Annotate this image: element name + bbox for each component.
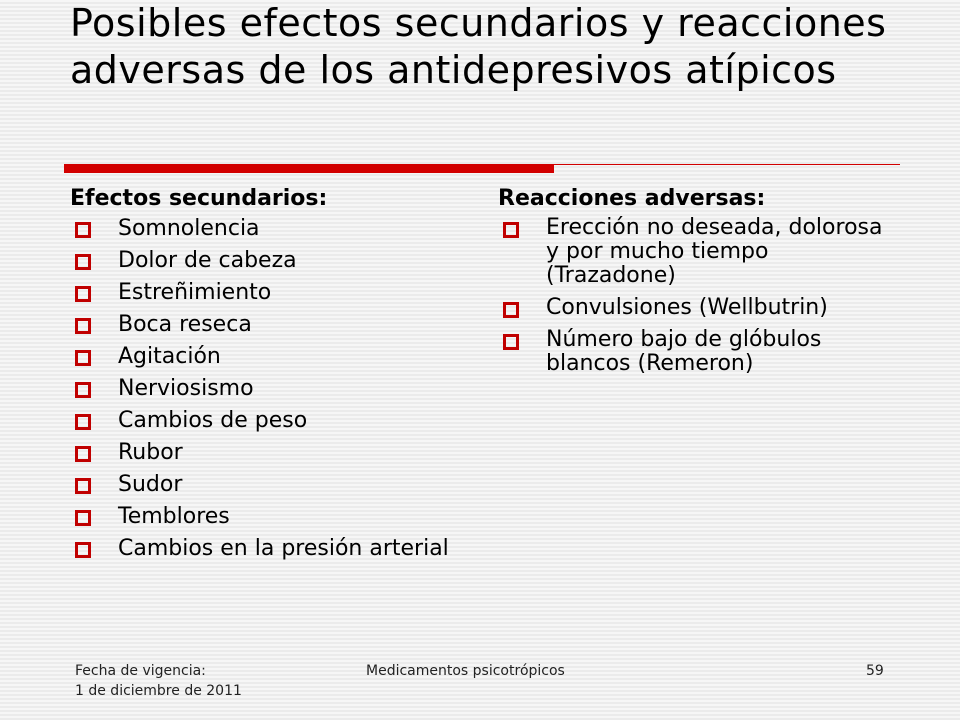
list-item	[70, 408, 450, 433]
list-item-label: Somnolencia	[118, 216, 260, 241]
hollow-square-bullet-icon	[503, 302, 519, 318]
list-item-label: Agitación	[118, 344, 221, 369]
adverse-reactions-column	[498, 184, 898, 384]
list-item-label: Número bajo de glóbulos blancos (Remeron)	[546, 327, 822, 376]
list-item	[498, 216, 898, 288]
list-item-label: Cambios de peso	[118, 408, 308, 433]
hollow-square-bullet-icon	[75, 510, 91, 526]
list-item-label: Temblores	[118, 504, 230, 529]
list-item-label: Dolor de cabeza	[118, 248, 297, 273]
list-item	[70, 536, 450, 561]
page-number: 59	[866, 663, 884, 679]
hollow-square-bullet-icon	[75, 542, 91, 558]
hollow-square-bullet-icon	[75, 414, 91, 430]
list-item-label: Estreñimiento	[118, 280, 272, 305]
list-item-label: Sudor	[118, 472, 183, 497]
hollow-square-bullet-icon	[503, 334, 519, 350]
footer-title: Medicamentos psicotrópicos	[366, 663, 565, 679]
footer-effective-date	[75, 661, 242, 701]
list-item	[70, 312, 450, 337]
side-effects-heading: Efectos secundarios:	[70, 186, 328, 211]
hollow-square-bullet-icon	[75, 254, 91, 270]
list-item	[70, 216, 450, 241]
list-item	[70, 472, 450, 497]
list-item	[70, 504, 450, 529]
adverse-reactions-heading: Reacciones adversas:	[498, 186, 766, 211]
list-item-label: Nerviosismo	[118, 376, 254, 401]
list-item-label: Rubor	[118, 440, 183, 465]
side-effects-list	[70, 216, 450, 561]
hollow-square-bullet-icon	[75, 350, 91, 366]
footer-date-value: 1 de diciembre de 2011	[75, 683, 242, 699]
list-item	[70, 344, 450, 369]
adverse-reactions-list	[498, 216, 898, 376]
list-item	[498, 328, 898, 376]
title-divider-thick	[64, 164, 554, 173]
side-effects-column	[70, 184, 450, 568]
list-item	[70, 376, 450, 401]
footer-date-label: Fecha de vigencia:	[75, 663, 206, 679]
list-item-label: Boca reseca	[118, 312, 252, 337]
hollow-square-bullet-icon	[75, 382, 91, 398]
list-item-label: Erección no deseada, dolorosa y por mucho tiempo (Trazadone)	[546, 215, 883, 288]
hollow-square-bullet-icon	[503, 222, 519, 238]
list-item	[70, 248, 450, 273]
hollow-square-bullet-icon	[75, 478, 91, 494]
hollow-square-bullet-icon	[75, 318, 91, 334]
hollow-square-bullet-icon	[75, 286, 91, 302]
hollow-square-bullet-icon	[75, 446, 91, 462]
list-item-label: Cambios en la presión arterial	[118, 536, 449, 561]
slide-title: Posibles efectos secundarios y reacciones adversas de los antidepresivos atípicos	[70, 1, 887, 92]
list-item	[70, 440, 450, 465]
list-item-label: Convulsiones (Wellbutrin)	[546, 295, 828, 320]
list-item	[70, 280, 450, 305]
list-item	[498, 296, 898, 320]
hollow-square-bullet-icon	[75, 222, 91, 238]
